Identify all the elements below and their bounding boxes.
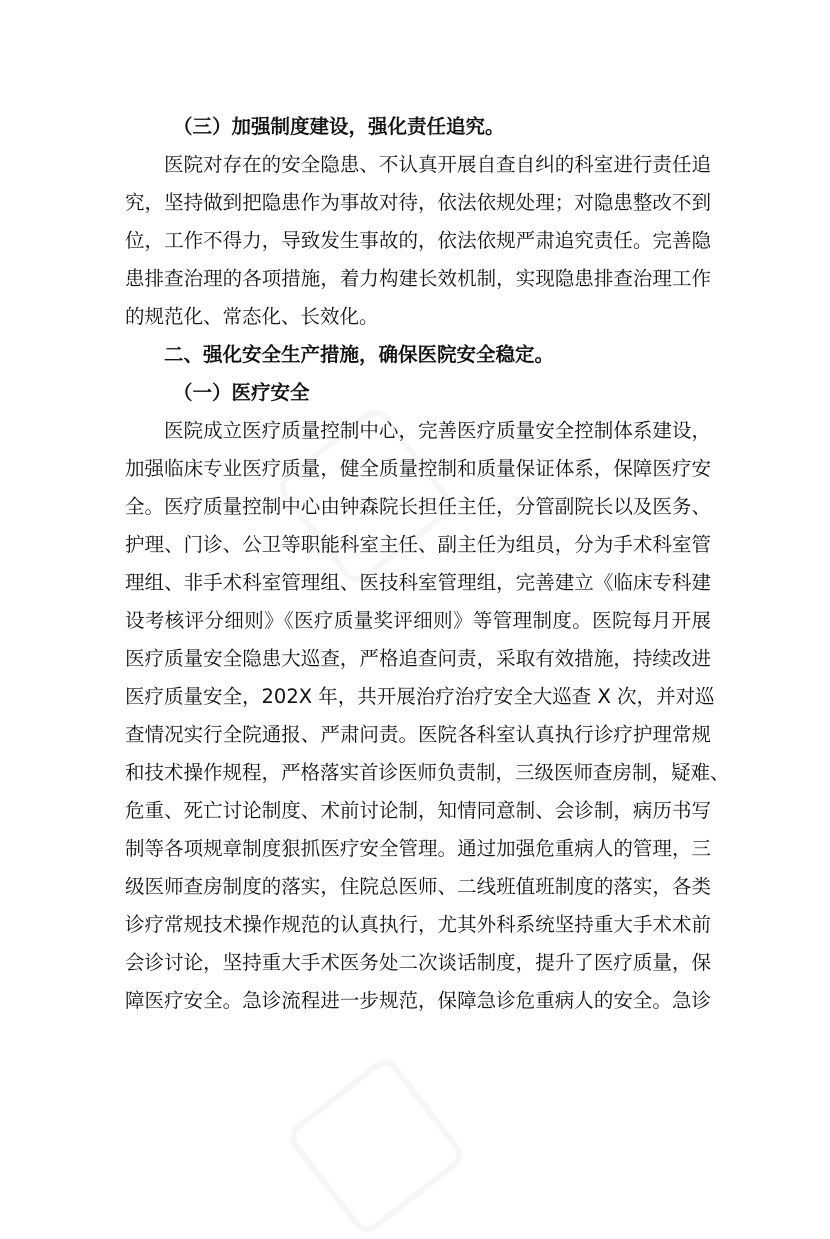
paragraph-line: 医疗质量安全，202X 年，共开展治疗治疗安全大巡查 X 次，并对巡: [125, 685, 715, 708]
paragraph-line: 障医疗安全。急诊流程进一步规范，保障急诊危重病人的安全。急诊: [125, 989, 711, 1012]
watermark-stamp: [283, 1053, 468, 1238]
paragraph-line: 诊疗常规技术操作规范的认真执行，尤其外科系统坚持重大手术术前: [125, 913, 711, 936]
subsection-heading-1: （一）医疗安全: [173, 381, 310, 404]
document-body: [125, 108, 730, 1020]
paragraph-line: 理组、非手术科室管理组、医技科室管理组，完善建立《临床专科建: [125, 571, 711, 594]
paragraph-line: 的规范化、常态化、长效化。: [125, 305, 379, 328]
paragraph-line: 和技术操作规程，严格落实首诊医师负责制，三级医师查房制，疑难、: [125, 761, 730, 784]
paragraph-line: 危重、死亡讨论制度、术前讨论制，知情同意制、会诊制，病历书写: [125, 799, 711, 822]
paragraph-line: 加强临床专业医疗质量，健全质量控制和质量保证体系，保障医疗安: [125, 457, 711, 480]
paragraph-line: 级医师查房制度的落实，住院总医师、二线班值班制度的落实，各类: [125, 875, 711, 898]
paragraph-line: 设考核评分细则》《医疗质量奖评细则》等管理制度。医院每月开展: [125, 609, 711, 632]
paragraph-line: 全。医疗质量控制中心由钟森院长担任主任，分管副院长以及医务、: [125, 495, 711, 518]
paragraph-line: 位，工作不得力，导致发生事故的，依法依规严肃追究责任。完善隐: [125, 229, 711, 252]
paragraph-line: 查情况实行全院通报、严肃问责。医院各科室认真执行诊疗护理常规: [125, 723, 711, 746]
section-heading-3: （三）加强制度建设，强化责任追究。: [173, 115, 505, 138]
paragraph-line: 护理、门诊、公卫等职能科室主任、副主任为组员，分为手术科室管: [125, 533, 711, 556]
paragraph-line: 究，坚持做到把隐患作为事故对待，依法依规处理；对隐患整改不到: [125, 191, 711, 214]
paragraph-line: 医院对存在的安全隐患、不认真开展自查自纠的科室进行责任追: [164, 153, 711, 176]
paragraph-line: 医院成立医疗质量控制中心，完善医疗质量安全控制体系建设，: [164, 419, 711, 442]
section-heading-2: 二、强化安全生产措施，确保医院安全稳定。: [164, 343, 555, 366]
paragraph-line: 患排查治理的各项措施，着力构建长效机制，实现隐患排查治理工作: [125, 267, 711, 290]
paragraph-line: 医疗质量安全隐患大巡查，严格追查问责，采取有效措施，持续改进: [125, 647, 711, 670]
paragraph-line: 会诊讨论，坚持重大手术医务处二次谈话制度，提升了医疗质量，保: [125, 951, 711, 974]
paragraph-line: 制等各项规章制度狠抓医疗安全管理。通过加强危重病人的管理，三: [125, 837, 711, 860]
